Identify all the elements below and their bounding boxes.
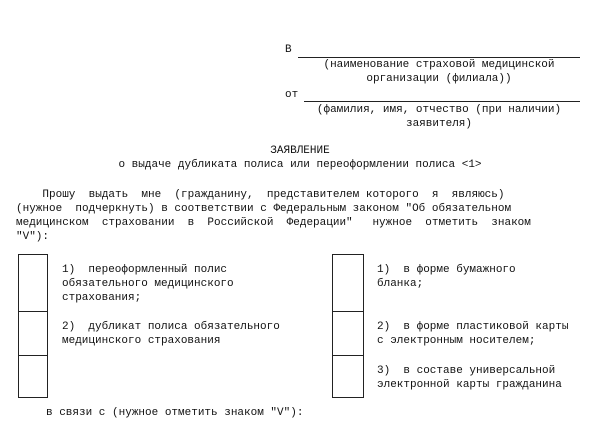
from-field-line[interactable]: [304, 101, 580, 102]
right-option-1-line1: 1) в форме бумажного: [377, 264, 516, 276]
checkbox-universal-card[interactable]: [332, 354, 364, 398]
body-line-3: медицинском страховании в Российской Федерации" нужное отметить знаком: [16, 217, 531, 229]
left-option-2-line2: медицинского страхования: [62, 335, 221, 347]
right-option-3-line1: 3) в составе универсальной: [377, 365, 556, 377]
right-option-3-line2: электронной карты гражданина: [377, 379, 562, 391]
body-line-2: (нужное подчеркнуть) в соответствии с Федеральным законом "Об обязательном: [16, 203, 512, 215]
from-caption-line1: (фамилия, имя, отчество (при наличии): [316, 104, 562, 116]
checkbox-left-empty[interactable]: [18, 354, 48, 398]
left-option-1-line3: страхования;: [62, 292, 142, 304]
from-prefix: от: [285, 89, 299, 101]
to-caption-line1: (наименование страховой медицинской: [323, 59, 555, 71]
checkbox-reissued-policy[interactable]: [18, 254, 48, 310]
document-title: ЗАЯВЛЕНИЕ: [270, 145, 330, 157]
from-caption-line2: заявителя): [405, 118, 472, 130]
document-subtitle: о выдаче дубликата полиса или переоформлении полиса <1>: [118, 159, 482, 171]
left-option-1-line1: 1) переоформленный полис: [62, 264, 228, 276]
right-option-2-line1: 2) в форме пластиковой карты: [377, 321, 569, 333]
checkbox-paper-form[interactable]: [332, 254, 364, 310]
left-option-2-line1: 2) дубликат полиса обязательного: [62, 321, 280, 333]
to-prefix: В: [285, 44, 292, 56]
left-option-1-line2: обязательного медицинского: [62, 278, 234, 290]
reason-line: в связи с (нужное отметить знаком "V"):: [46, 407, 304, 419]
to-caption-line2: организации (филиала)): [366, 73, 512, 85]
checkbox-duplicate-policy[interactable]: [18, 310, 48, 354]
body-line-1: Прошу выдать мне (гражданину, представителем которого я являюсь): [16, 189, 505, 201]
right-option-1-line2: бланка;: [377, 278, 424, 290]
checkbox-plastic-card[interactable]: [332, 310, 364, 354]
body-line-4: "V"):: [16, 231, 50, 243]
right-option-2-line2: с электронным носителем;: [377, 335, 536, 347]
